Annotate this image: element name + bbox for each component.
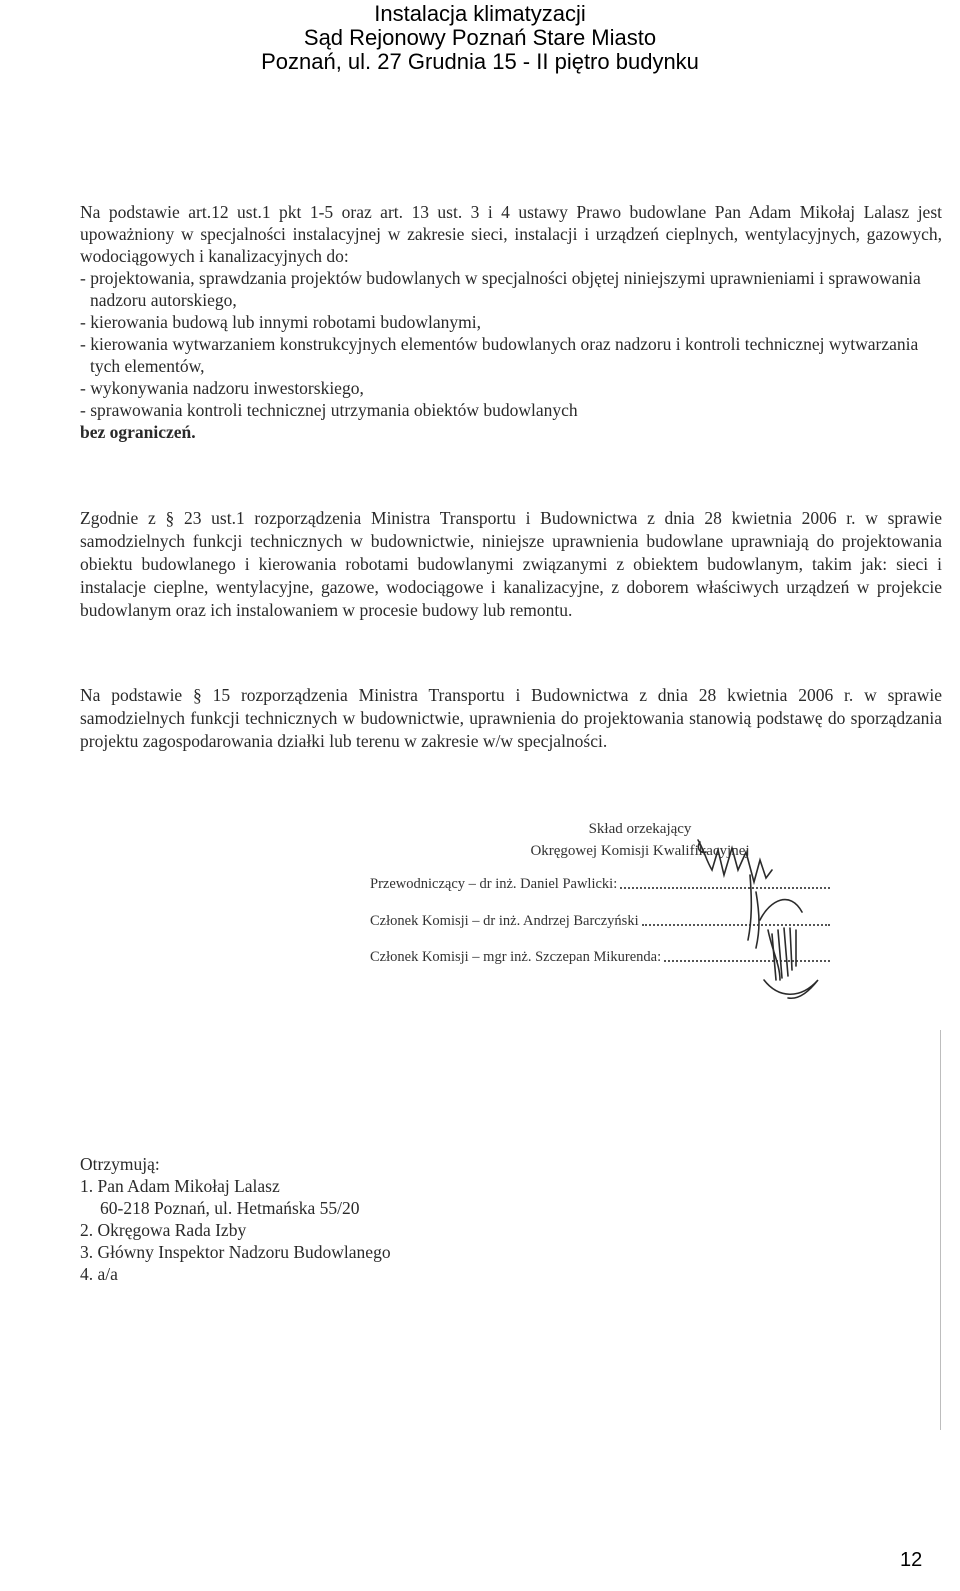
list-item: - kierowania budową lub innymi robotami budowlanymi, <box>80 312 481 332</box>
authorization-section <box>80 201 942 443</box>
list-item: 2. Okręgowa Rada Izby <box>80 1220 247 1240</box>
recipients-list <box>80 1175 580 1285</box>
paragraph-scope: Zgodnie z § 23 ust.1 rozporządzenia Ministra Transportu i Budownictwa z dnia 28 kwietnia 2006 r. w sprawie samodzielnych funkcji technicznych w budownictwie, niniejsze uprawnienia budowlane uprawniają do projektowania obiektu budowlanego i kierowania robotami budowlanymi związanymi z obiektem budowlanym, takim jak: sieci i instalacje cieplne, wentylacyjne, gazowe, wodociągowe i kanalizacyjne, z doborem właściwych urządzeń w projekcie budowlanym oraz ich instalowaniem w procesie budowy lub remontu. <box>80 507 942 621</box>
header-court: Sąd Rejonowy Poznań Stare Miasto <box>303 25 657 50</box>
committee-title-line1: Skład orzekający <box>588 821 692 837</box>
list-item: 4. a/a <box>80 1264 118 1284</box>
header-title: Instalacja klimatyzacji <box>374 1 586 26</box>
document-header <box>0 2 960 74</box>
scan-edge-line <box>940 1030 941 1430</box>
recipients-section <box>80 1153 580 1285</box>
authorization-list <box>80 267 942 421</box>
list-item: - kierowania wytwarzaniem konstrukcyjnych elementów budowlanych oraz nadzoru i kontroli technicznej wytwarzania tych elementów, <box>80 334 919 376</box>
list-item: - projektowania, sprawdzania projektów budowlanych w specjalności objętej niniejszymi uprawnieniami i sprawowania nadzoru autorskiego, <box>80 268 921 310</box>
paragraph-design-rights: Na podstawie § 15 rozporządzenia Ministra Transportu i Budownictwa z dnia 28 kwietnia 2006 r. w sprawie samodzielnych funkcji technicznych w budownictwie, uprawnienia do projektowania stanowią podstawę do sporządzania projektu zagospodarowania działki lub terenu w zakresie w/w specjalności. <box>80 684 942 751</box>
list-item: 60-218 Poznań, ul. Hetmańska 55/20 <box>100 1198 360 1218</box>
list-item: - sprawowania kontroli technicznej utrzymania obiektów budowlanych <box>80 400 578 420</box>
list-item: - wykonywania nadzoru inwestorskiego, <box>80 378 364 398</box>
page-number: 12 <box>900 1549 923 1571</box>
list-item: 1. Pan Adam Mikołaj Lalasz <box>80 1176 280 1196</box>
member-label: Członek Komisji – mgr inż. Szczepan Mikurenda: <box>370 949 662 965</box>
recipients-title: Otrzymują: <box>80 1154 160 1174</box>
authorization-closing: bez ograniczeń. <box>80 422 196 442</box>
authorization-intro: Na podstawie art.12 ust.1 pkt 1-5 oraz art. 13 ust. 3 i 4 ustawy Prawo budowlane Pan Adam Mikołaj Lalasz jest upoważniony w specjalności instalacyjnej w zakresie sieci, instalacji i urządzeń cieplnych, wentylacyjnych, gazowych, wodociągowych i kanalizacyjnych do: <box>80 202 942 266</box>
committee-title-line2: Okręgowej Komisji Kwalifikacyjnej <box>530 843 750 859</box>
member-label: Przewodniczący – dr inż. Daniel Pawlicki: <box>370 876 618 892</box>
header-address: Poznań, ul. 27 Grudnia 15 - II piętro budynku <box>261 49 699 74</box>
list-item: 3. Główny Inspektor Nadzoru Budowlanego <box>80 1242 391 1262</box>
member-label: Członek Komisji – dr inż. Andrzej Barczyński <box>370 913 639 929</box>
handwritten-signature <box>660 830 840 1010</box>
